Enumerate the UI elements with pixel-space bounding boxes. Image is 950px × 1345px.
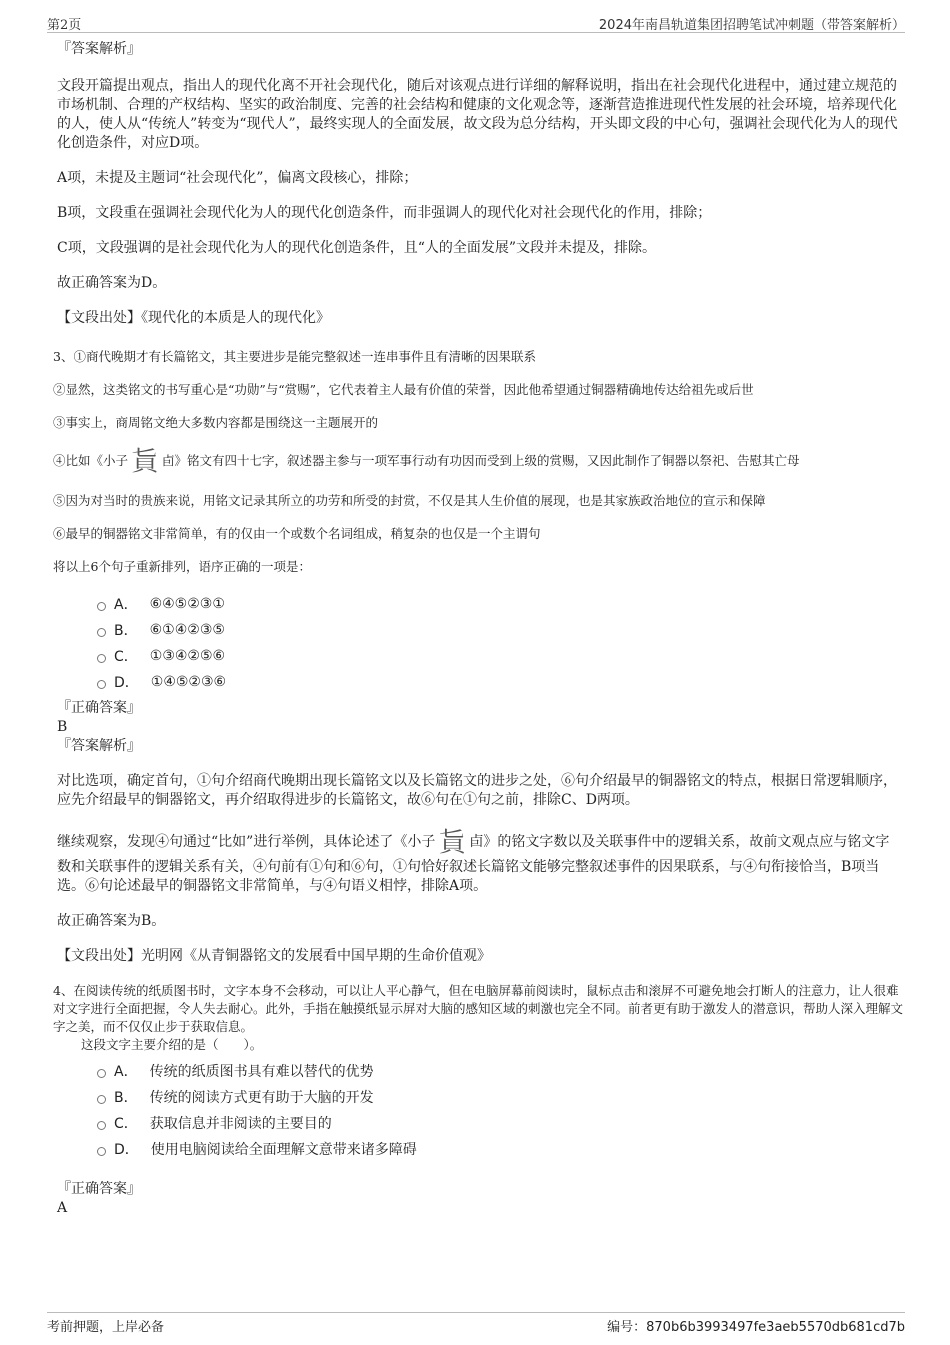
q2-analysis-text: 文段开篇提出观点，指出人的现代化离不开社会现代化，随后对该观点进行详细的解释说明，指出在社会现代化进程中，通过建立规范的市场机制、合理的产权结构、坚实的政治制度、完善的社会结构和健康的文化观念等，逐渐营造推进现代性发展的社会环境，培养现代化的人，使人从“传统人”转变为“现代人”，最终实现人的全面发展，故文段为总分结构，开头即文段的中心句，强调社会现代化为人的现代化创造条件，对应D项。	[57, 78, 898, 151]
q3-prompt: 将以上6个句子重新排列，语序正确的一项是：	[53, 559, 311, 574]
q2-reason-b: B项，文段重在强调社会现代化为人的现代化创造条件，而非强调人的现代化对社会现代化的作用，排除；	[57, 205, 712, 221]
page-footer	[47, 1312, 905, 1335]
q2-conclusion: 故正确答案为D。	[57, 275, 167, 291]
radio-icon[interactable]	[97, 602, 106, 611]
radio-icon[interactable]	[97, 1147, 106, 1156]
q3-option-a[interactable]: A． ⑥④⑤②③①	[97, 591, 903, 617]
q3-options	[97, 591, 903, 695]
q4-stem: 4、在阅读传统的纸质图书时，文字本身不会移动，可以让人平心静气，但在电脑屏幕前阅读时，鼠标点击和滚屏不可避免地会打断人的注意力，让人很难对文字进行全面把握，令人失去耐心。此外，手指在触摸纸显示屏对大脑的感知区域的刺激也完全不同。前者更有助于激发人的潜意识，帮助人深入理解文字之美，而不仅仅止步于获取信息。	[53, 983, 904, 1034]
q3-analysis-heading: 『答案解析』	[57, 738, 141, 754]
q3-sentence-4-start: ④比如《小子	[53, 453, 129, 468]
page-header	[47, 12, 905, 33]
q3-option-d[interactable]: D． ①④⑤②③⑥	[97, 669, 903, 695]
q3-sentence-4-end: 卣》铭文有四十七字，叙述器主参与一项军事行动有功因而受到上级的赏赐，又因此制作了铜器以祭祀、告慰其亡母	[162, 453, 800, 468]
q3-option-c[interactable]: C． ①③④②⑤⑥	[97, 643, 903, 669]
radio-icon[interactable]	[97, 1121, 106, 1130]
footer-slogan: 考前押题，上岸必备	[47, 1320, 165, 1335]
q4-options	[97, 1058, 903, 1162]
radio-icon[interactable]	[97, 1069, 106, 1078]
q3-conclusion: 故正确答案为B。	[57, 913, 166, 929]
page-number: 第2页	[47, 18, 82, 33]
q4-option-c[interactable]: C． 获取信息并非阅读的主要目的	[97, 1110, 903, 1136]
rare-character-image: 𧴦	[438, 826, 467, 859]
rare-character-image: 𧴦	[131, 445, 160, 478]
q2-source: 【文段出处】《现代化的本质是人的现代化》	[57, 310, 330, 326]
page-content	[53, 40, 904, 1218]
q3-analysis-1: 对比选项，确定首句，①句介绍商代晚期出现长篇铭文以及长篇铭文的进步之处，⑥句介绍最早的铜器铭文的特点，根据日常逻辑顺序，应先介绍最早的铜器铭文，再介绍取得进步的长篇铭文，故⑥句在①句之前，排除C、D两项。	[57, 773, 897, 808]
radio-icon[interactable]	[97, 628, 106, 637]
q3-source: 【文段出处】光明网《从青铜器铭文的发展看中国早期的生命价值观》	[57, 948, 491, 964]
radio-icon[interactable]	[97, 654, 106, 663]
q3-sentence-5: ⑤因为对当时的贵族来说，用铭文记录其所立的功劳和所受的封赏，不仅是其人生价值的展现，也是其家族政治地位的宣示和保障	[53, 493, 766, 508]
q4-option-b[interactable]: B． 传统的阅读方式更有助于大脑的开发	[97, 1084, 903, 1110]
q3-answer-heading: 『正确答案』	[57, 700, 141, 716]
radio-icon[interactable]	[97, 680, 106, 689]
q4-prompt: 这段文字主要介绍的是（ ）。	[81, 1037, 263, 1052]
q4-answer-heading: 『正确答案』	[57, 1181, 141, 1197]
radio-icon[interactable]	[97, 1095, 106, 1104]
q3-sentence-4	[53, 447, 903, 477]
q2-reason-a: A项，未提及主题词“社会现代化”，偏离文段核心，排除；	[57, 170, 418, 186]
q3-option-b[interactable]: B． ⑥①④②③⑤	[97, 617, 903, 643]
q2-analysis-heading: 『答案解析』	[57, 41, 141, 57]
q3-sentence-1: 3、①商代晚期才有长篇铭文，其主要进步是能完整叙述一连串事件且有清晰的因果联系	[53, 349, 536, 364]
q3-sentence-6: ⑥最早的铜器铭文非常简单，有的仅由一个或数个名词组成，稍复杂的也仅是一个主谓句	[53, 526, 541, 541]
q2-reason-c: C项，文段强调的是社会现代化为人的现代化创造条件，且“人的全面发展”文段并未提及，排除。	[57, 240, 657, 256]
document-title: 2024年南昌轨道集团招聘笔试冲刺题（带答案解析）	[598, 18, 905, 33]
q4-option-a[interactable]: A． 传统的纸质图书具有难以替代的优势	[97, 1058, 903, 1084]
q3-sentence-2: ②显然，这类铭文的书写重心是“功勋”与“赏赐”，它代表着主人最有价值的荣誉，因此他希望通过铜器精确地传达给祖先或后世	[53, 382, 754, 397]
q3-answer: B	[57, 719, 68, 735]
document-code: 编号：870b6b3993497fe3aeb5570db681cd7b	[607, 1320, 905, 1335]
q4-answer: A	[57, 1200, 68, 1216]
q4-option-d[interactable]: D． 使用电脑阅读给全面理解文意带来诸多障碍	[97, 1136, 903, 1162]
q3-analysis-2: 继续观察，发现④句通过“比如”进行举例，具体论述了《小子 𧴦 卣》的铭文字数以及关联事件中的逻辑关系，故前文观点应与铭文字数和关联事件的逻辑关系有关，④句前有①句和⑥句，①句恰好叙述长篇铭文能够完整叙述事件的因果联系，与④句衔接恰当，B项当选。⑥句论述最早的铜器铭文非常简单，与④句语义相悖，排除A项。	[57, 826, 890, 894]
q3-sentence-3: ③事实上，商周铭文绝大多数内容都是围绕这一主题展开的	[53, 415, 379, 430]
